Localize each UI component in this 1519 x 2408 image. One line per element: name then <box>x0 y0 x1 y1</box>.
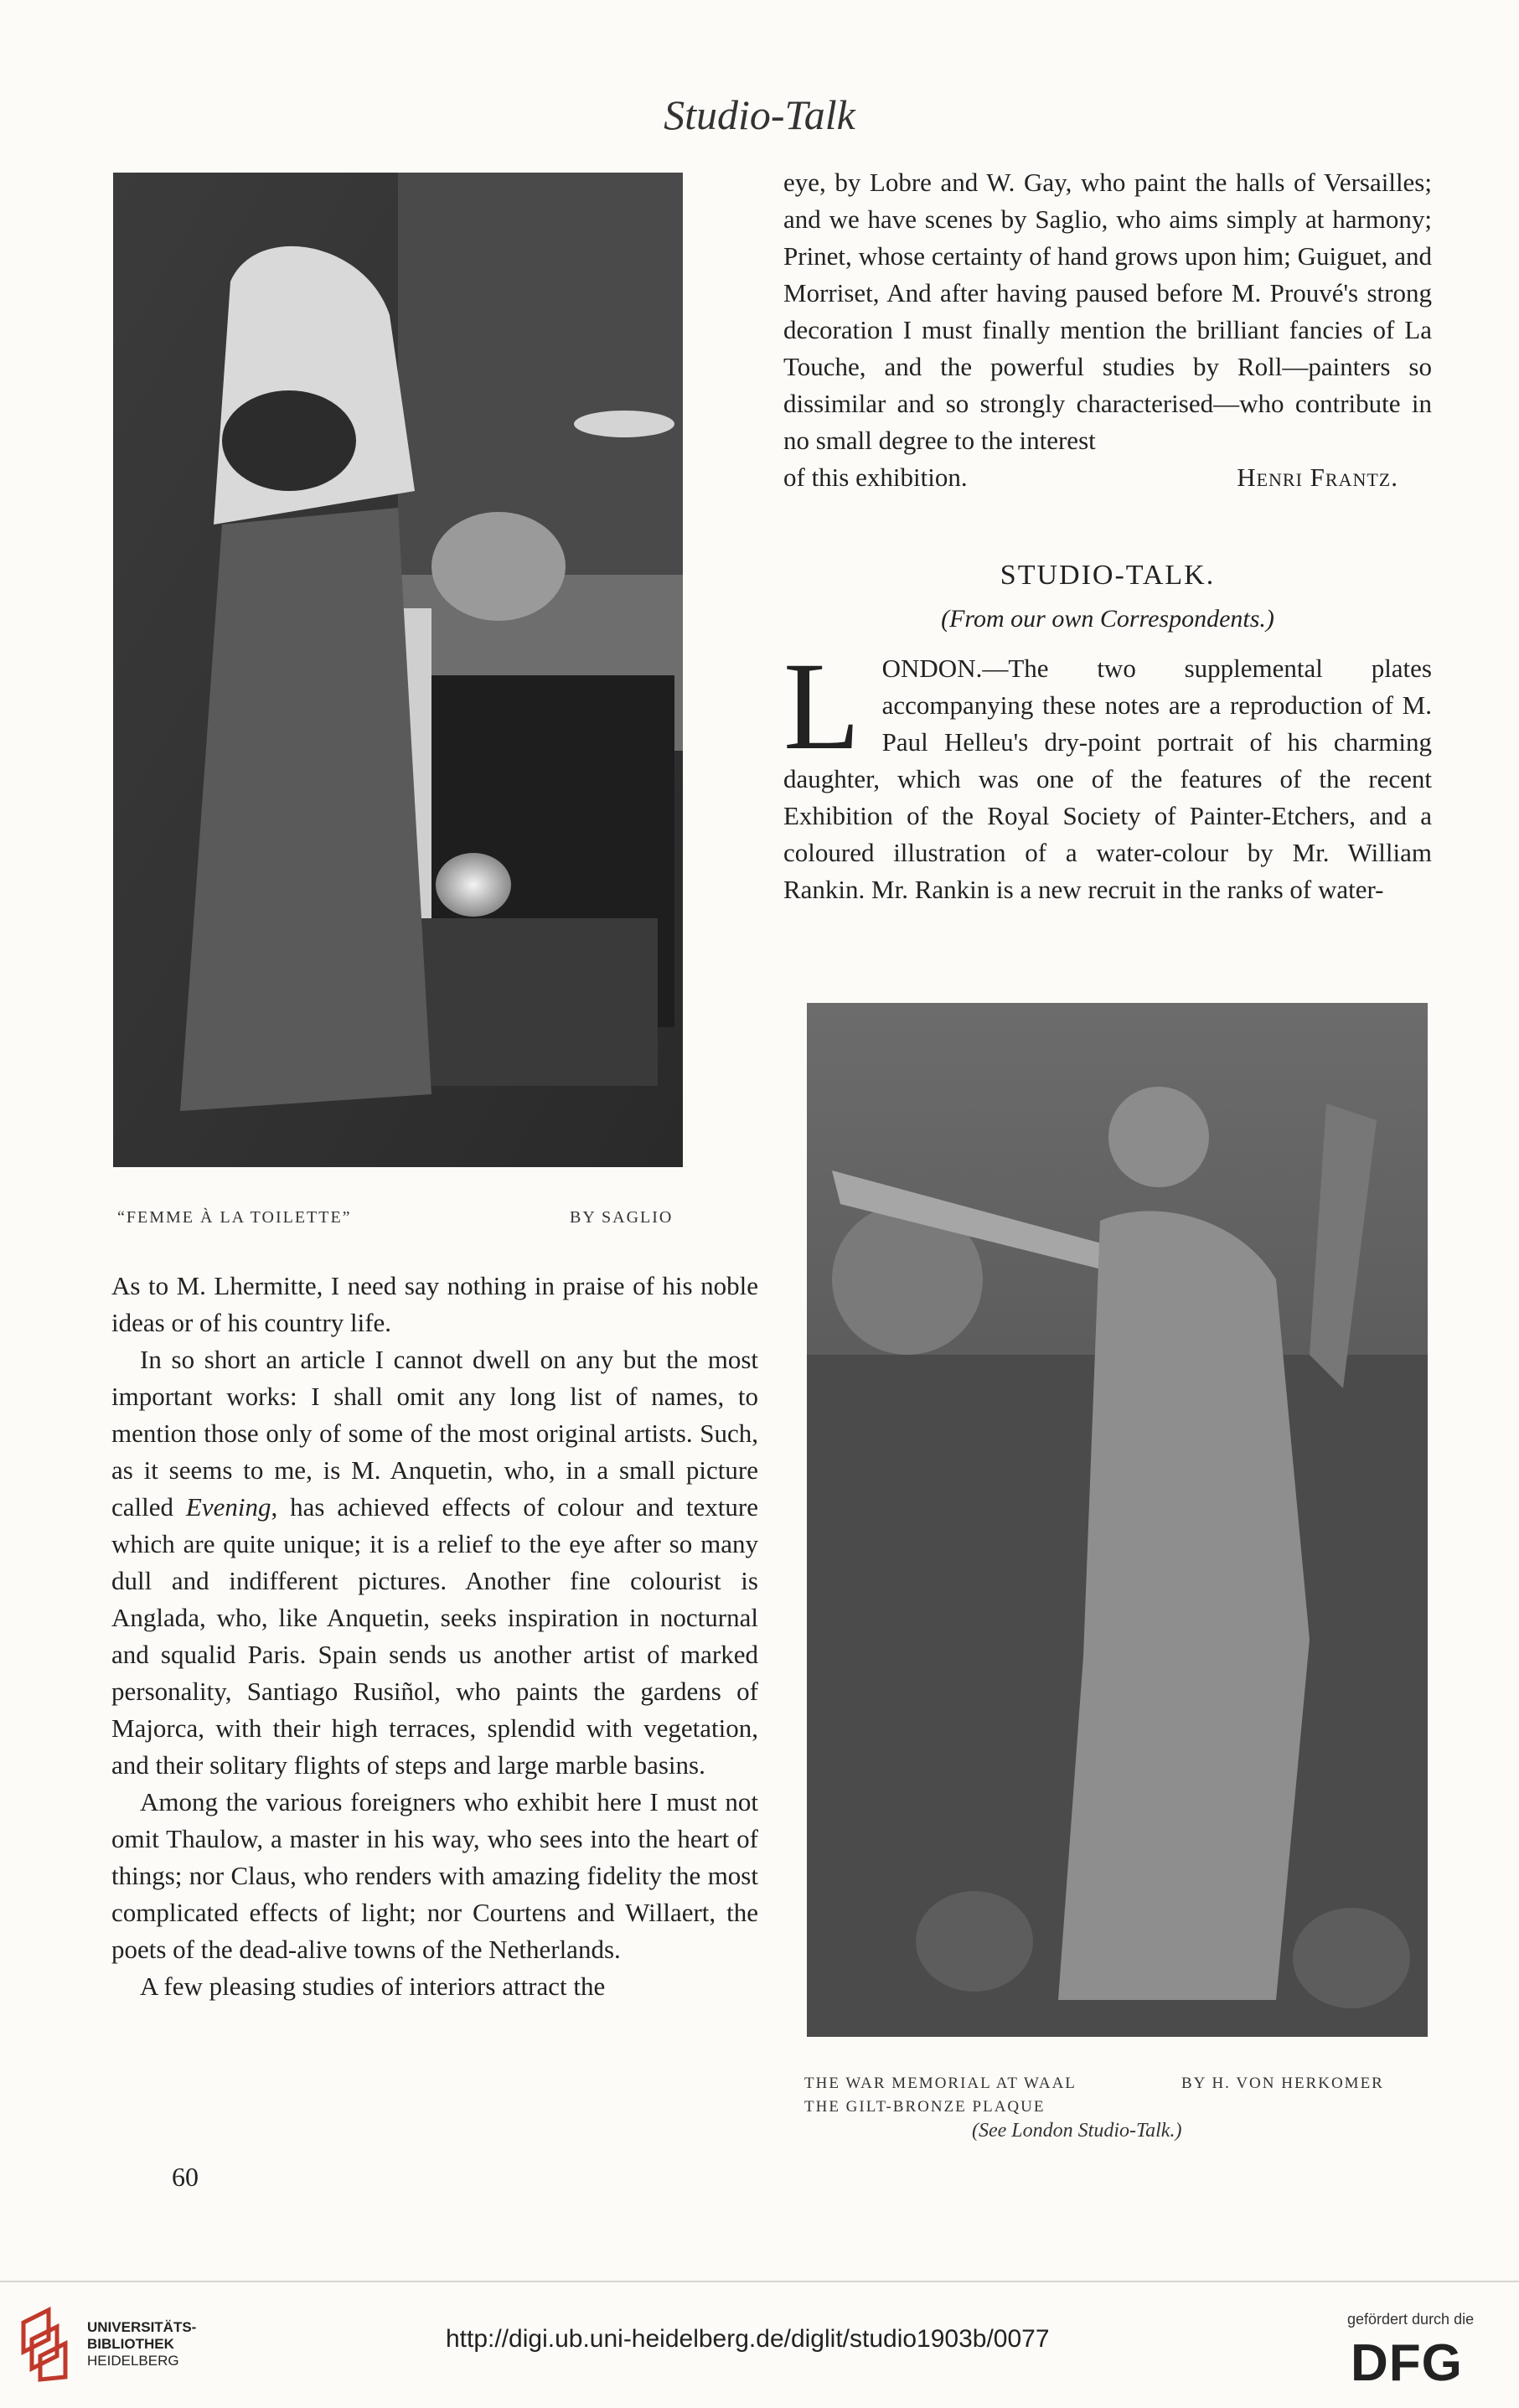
university-library-logo-icon <box>15 2306 79 2383</box>
library-name-line: UNIVERSITÄTS- <box>87 2319 197 2335</box>
figure-right-caption-note: (See London Studio-Talk.) <box>972 2120 1182 2142</box>
paragraph-lhermitte: As to M. Lhermitte, I need say nothing in praise of his noble ideas or of his country life. <box>111 1271 758 1337</box>
footer-divider <box>0 2281 1519 2282</box>
paragraph-continuation: eye, by Lobre and W. Gay, who paint the halls of Versailles; and we have scenes by Saglio, who aims simply at harmony; Prinet, whose certainty of hand grows upon him; Guiguet, and Morriset, And after having paused before M. Prouvé's strong decoration I must finally mention the brilliant fancies of La Touche, and the powerful studies by Roll—painters so dissimilar and so strongly characterised—who contribute in no small degree to the interest <box>783 168 1432 455</box>
left-column-text <box>111 1268 758 2005</box>
figure-right-caption-credit: BY H. VON HERKOMER <box>1181 2075 1384 2092</box>
paragraph-text: In so short an article I cannot dwell on any but the most important works: I shall omit any long list of names, to mention those only of some of the most original artists. Such, as it seems to me, is M. Anquetin, who, in a small picture called <box>111 1345 758 1522</box>
funding-note: gefördert durch die <box>1347 2311 1475 2328</box>
permalink-url[interactable]: http://digi.ub.uni-heidelberg.de/diglit/studio1903b/0077 <box>446 2325 1050 2353</box>
london-paragraph <box>783 637 1432 908</box>
section-heading: STUDIO-TALK. <box>1000 560 1216 591</box>
paragraph-short-article <box>111 1341 758 1784</box>
figure-left-caption-title: “FEMME À LA TOILETTE” <box>117 1208 352 1227</box>
library-name <box>87 2319 196 2369</box>
signature-line <box>783 459 1432 496</box>
figure-right-caption-line2: THE GILT-BRONZE PLAQUE <box>804 2098 1046 2116</box>
artwork-title: Evening <box>185 1492 271 1522</box>
dfg-logo: DFG <box>1351 2334 1463 2392</box>
figure-right-caption-title: THE WAR MEMORIAL AT WAAL <box>804 2075 1077 2092</box>
paragraph-interiors: A few pleasing studies of interiors attract the <box>140 1971 606 2001</box>
figure-left-caption-credit: BY SAGLIO <box>570 1208 674 1227</box>
paragraph-foreigners: Among the various foreigners who exhibit here I must not omit Thaulow, a master in his way, who sees into the heart of things; nor Claus, who renders with amazing fidelity the most complicated effects of light; nor Courtens and Willaert, the poets of the dead-alive towns of the Netherlands. <box>111 1787 758 1964</box>
toilette-illustration <box>113 173 683 1167</box>
author-signature: Henri Frantz. <box>1237 462 1398 492</box>
page-number: 60 <box>172 2162 199 2192</box>
library-name-line: HEIDELBERG <box>87 2353 179 2369</box>
paragraph-end: of this exhibition. <box>783 462 968 492</box>
library-name-line: BIBLIOTHEK <box>87 2336 174 2352</box>
right-column-text <box>783 164 1432 496</box>
drop-cap: L <box>783 637 860 776</box>
plaque-illustration <box>807 1003 1428 2037</box>
london-paragraph-text: ONDON.—The two supplemental plates accompanying these notes are a reproduction of M. Paul Helleu's dry-point portrait of his charming daughter, which was one of the features of the recent Exhibition of the Royal Society of Painter-Etchers, and a coloured illustration of a water-colour by Mr. William Rankin. Mr. Rankin is a new recruit in the ranks of water- <box>783 654 1432 904</box>
section-subheading: (From our own Correspondents.) <box>941 605 1274 633</box>
figure-war-memorial-plaque <box>807 1003 1428 2037</box>
running-header: Studio-Talk <box>664 91 855 138</box>
paragraph-text: , has achieved effects of colour and texture which are quite unique; it is a relief to the eye after so many dull and indifferent pictures. Another fine colourist is Anglada, who, like Anquetin, seeks inspiration in nocturnal and squalid Paris. Spain sends us another artist of marked personality, Santiago Rusiñol, who paints the gardens of Majorca, with their high terraces, splendid with vegetation, and their solitary flights of steps and large marble basins. <box>111 1492 758 1780</box>
figure-femme-a-la-toilette <box>113 173 683 1167</box>
